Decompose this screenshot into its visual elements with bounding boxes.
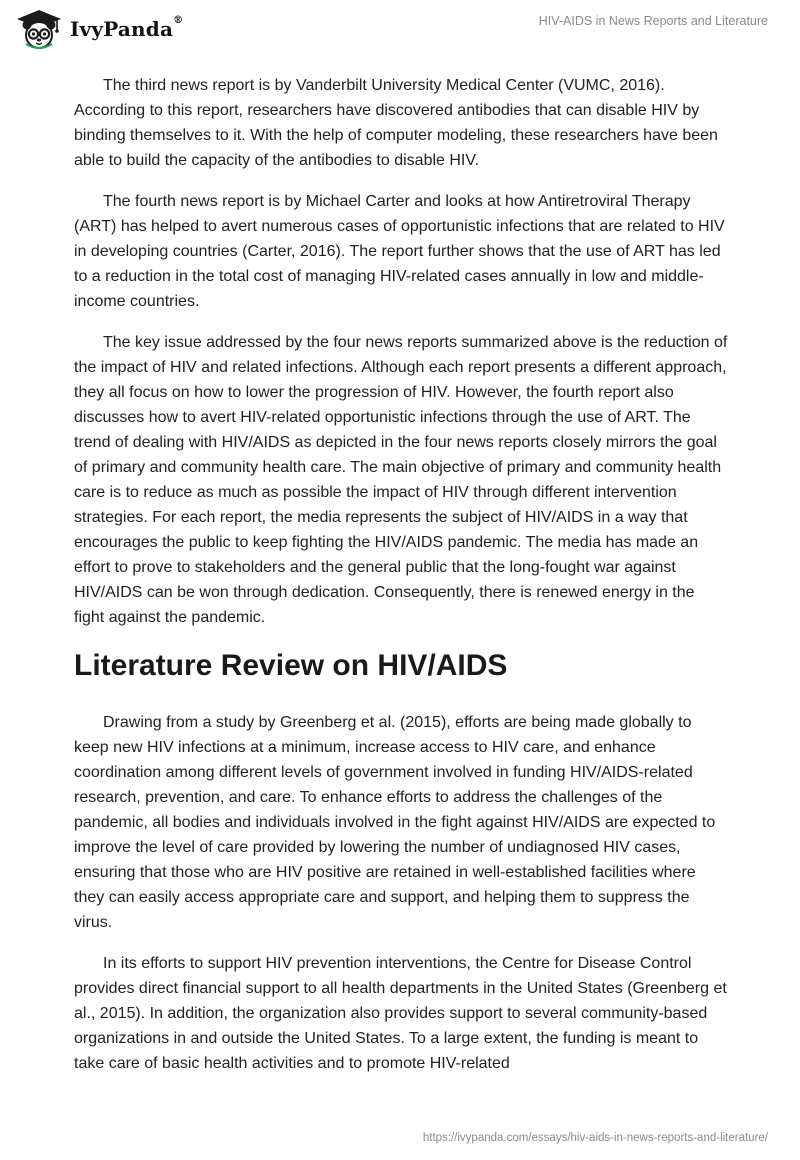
footer-source-url[interactable]: https://ivypanda.com/essays/hiv-aids-in-news-reports-and-literature/ — [422, 1132, 768, 1144]
page-header — [0, 0, 800, 60]
paragraph-third-news-report: The third news report is by Vanderbilt University Medical Center (VUMC, 2016). According to this report, researchers have discovered antibodies that can disable HIV by binding themselves to it. With the help of computer modeling, these researchers have been able to build the capacity of the antibodies to disable HIV. — [74, 77, 718, 169]
paragraph-fourth-news-report: The fourth news report is by Michael Carter and looks at how Antiretroviral Therapy (ART) has helped to avert numerous cases of opportunistic infections that are related to HIV in developing countries (Carter, 2016). The report further shows that the use of ART has led to a reduction in the total cost of managing HIV-related cases annually in low and middle-income countries. — [74, 193, 725, 310]
registered-mark: ® — [173, 15, 184, 26]
document-title: HIV-AIDS in News Reports and Literature — [538, 14, 768, 28]
site-logo[interactable] — [14, 8, 183, 50]
brand-name: IvyPanda® — [70, 15, 184, 41]
panda-graduate-logo-icon — [14, 8, 64, 50]
essay-content — [74, 73, 728, 1092]
paragraph-cdc-support: In its efforts to support HIV prevention interventions, the Centre for Disease Control provides direct financial support to all health departments in the United States (Greenberg et al., 2015). In addition, the organization also provides support to several community-based organizations in and outside the United States. To a large extent, the funding is meant to take care of basic health activities and to promote HIV-related — [74, 955, 727, 1072]
section-heading-literature-review: Literature Review on HIV/AIDS — [74, 649, 508, 682]
paragraph-key-issue: The key issue addressed by the four news reports summarized above is the reduction of the impact of HIV and related infections. Although each report presents a different approach, they all focus on how to lower the progression of HIV. However, the fourth report also discusses how to avert HIV-related opportunistic infections through the use of ART. The trend of dealing with HIV/AIDS as depicted in the four news reports closely mirrors the goal of primary and community health care. The main objective of primary and community health care is to reduce as much as possible the impact of HIV through different intervention strategies. For each report, the media represents the subject of HIV/AIDS in a way that encourages the public to keep fighting the HIV/AIDS pandemic. The media has made an effort to prove to stakeholders and the general public that the long-fought war against HIV/AIDS can be won through dedication. Consequently, there is renewed energy in the fight against the pandemic. — [74, 334, 728, 626]
paragraph-greenberg-study: Drawing from a study by Greenberg et al. (2015), efforts are being made globally to keep new HIV infections at a minimum, increase access to HIV care, and enhance coordination among different levels of government involved in funding HIV/AIDS-related research, prevention, and care. To enhance efforts to address the challenges of the pandemic, all bodies and individuals involved in the fight against HIV/AIDS are expected to improve the level of care provided by lowering the number of undiagnosed HIV cases, ensuring that those who are HIV positive are retained in well-established facilities where they can easily access appropriate care and support, and helping them to suppress the virus. — [74, 714, 716, 931]
